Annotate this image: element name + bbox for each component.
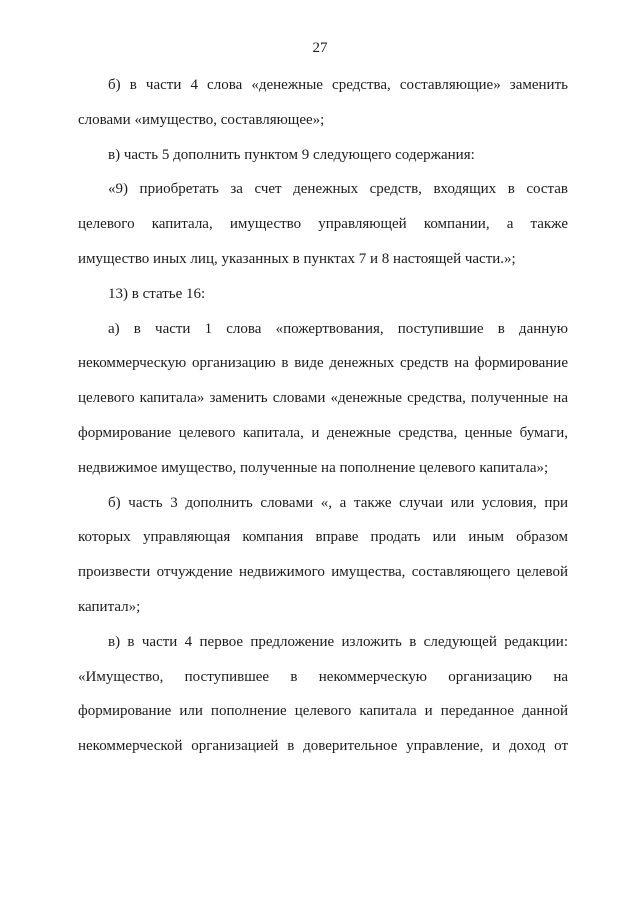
text-line: недвижимое имущество, полученные на пополнение целевого капитала»; (78, 459, 549, 476)
text-line: б) часть 3 дополнить словами «, а также случаи или условия, при (108, 494, 568, 511)
text-line: «Имущество, поступившее в некоммерческую организацию на (78, 668, 568, 685)
text-line: некоммерческой организацией в доверительное управление, и доход от (78, 738, 568, 755)
paragraph (78, 486, 568, 625)
paragraph (78, 172, 568, 276)
paragraph (78, 68, 568, 138)
text-line: капитал»; (78, 598, 141, 615)
text-line: формирование целевого капитала, и денежные средства, ценные бумаги, (78, 424, 568, 441)
text-line: целевого капитала» заменить словами «денежные средства, полученные на (78, 390, 568, 407)
text-line: б) в части 4 слова «денежные средства, составляющие» заменить (108, 77, 568, 93)
paragraph (78, 625, 568, 764)
paragraph (78, 277, 568, 312)
paragraph (78, 312, 568, 486)
text-line: которых управляющая компания вправе продать или иным образом (78, 529, 568, 546)
text-line: формирование или пополнение целевого капитала и переданное данной (78, 703, 568, 720)
text-line: целевого капитала, имущество управляющей компании, а также (78, 216, 568, 233)
text-line: в) часть 5 дополнить пунктом 9 следующего содержания: (108, 146, 475, 163)
text-line: а) в части 1 слова «пожертвования, поступившие в данную (108, 320, 568, 337)
page-number: 27 (312, 40, 328, 56)
document-body (78, 68, 568, 764)
text-line: произвести отчуждение недвижимого имущества, составляющего целевой (78, 564, 568, 581)
text-line: 13) в статье 16: (108, 285, 206, 302)
text-line: в) в части 4 первое предложение изложить в следующей редакции: (108, 633, 568, 650)
text-line: некоммерческую организацию в виде денежных средств на формирование (78, 355, 568, 372)
text-line: имущество иных лиц, указанных в пунктах 7 и 8 настоящей части.»; (78, 250, 516, 267)
text-line: «9) приобретать за счет денежных средств, входящих в состав (108, 181, 568, 198)
text-line: словами «имущество, составляющее»; (78, 111, 325, 128)
paragraph (78, 138, 568, 173)
